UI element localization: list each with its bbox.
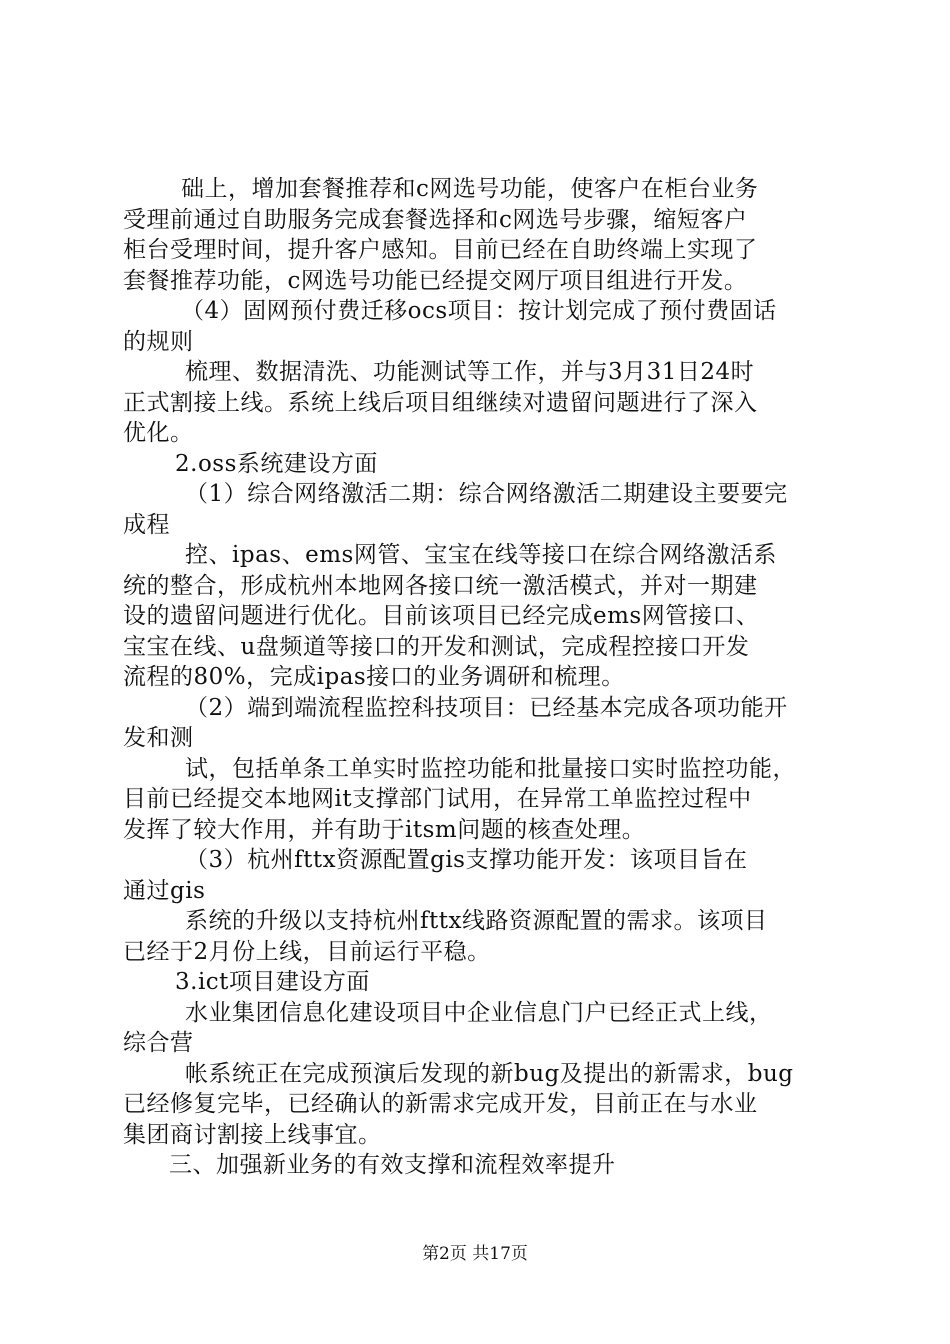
document-body [123, 174, 843, 1181]
text-line: 础上，增加套餐推荐和c网选号功能，使客户在柜台业务 [181, 176, 759, 202]
section-heading: 三、加强新业务的有效支撑和流程效率提升 [169, 1152, 616, 1178]
text-line: 柜台受理时间，提升客户感知。目前已经在自助终端上实现了 [123, 237, 758, 263]
text-line: 集团商讨割接上线事宜。 [123, 1121, 382, 1148]
text-line: 发和测 [123, 725, 194, 751]
text-line: （3）杭州fttx资源配置gis支撑功能开发：该项目旨在 [185, 847, 748, 873]
text-line: 发挥了较大作用，并有助于itsm问题的核查处理。 [123, 816, 646, 843]
text-line: 的规则 [123, 328, 194, 355]
text-line: 目前已经提交本地网it支撑部门试用，在异常工单监控过程中 [123, 786, 752, 812]
text-line: 成程 [123, 511, 170, 538]
text-line: 套餐推荐功能，c网选号功能已经提交网厅项目组进行开发。 [123, 267, 748, 294]
text-line: 受理前通过自助服务完成套餐选择和c网选号步骤，缩短客户 [123, 206, 748, 233]
text-line: 正式割接上线。系统上线后项目组继续对遗留问题进行了深入 [123, 389, 758, 416]
text-line: 设的遗留问题进行优化。目前该项目已经完成ems网管接口、 [123, 603, 760, 629]
text-line: 宝宝在线、u盘频道等接口的开发和测试，完成程控接口开发 [123, 633, 750, 660]
page-footer: 第2页 共17页 [422, 1244, 528, 1264]
text-line: 综合营 [123, 1030, 194, 1056]
text-line: （2）端到端流程监控科技项目：已经基本完成各项功能开 [185, 694, 788, 721]
text-line: 通过gis [123, 877, 206, 904]
text-line: 流程的80%，完成ipas接口的业务调研和梳理。 [123, 664, 625, 690]
section-heading: 3.ict项目建设方面 [175, 969, 370, 995]
text-line: 已经修复完毕，已经确认的新需求完成开发，目前正在与水业 [123, 1091, 758, 1117]
text-line: 统的整合，形成杭州本地网各接口统一激活模式，并对一期建 [123, 572, 758, 599]
section-heading: 2.oss系统建设方面 [175, 450, 378, 477]
text-line: 水业集团信息化建设项目中企业信息门户已经正式上线， [185, 999, 773, 1026]
text-line: （4）固网预付费迁移ocs项目：按计划完成了预付费固话 [181, 298, 777, 324]
text-line: 梳理、数据清洗、功能测试等工作，并与3月31日24时 [185, 359, 755, 385]
text-line: 优化。 [123, 420, 194, 446]
text-line: 控、ipas、ems网管、宝宝在线等接口在综合网络激活系 [185, 542, 777, 568]
text-line: 已经于2月份上线，目前运行平稳。 [123, 938, 491, 965]
text-line: 试，包括单条工单实时监控功能和批量接口实时监控功能， [185, 755, 796, 782]
text-line: 帐系统正在完成预演后发现的新bug及提出的新需求，bug [185, 1060, 794, 1087]
text-line: （1）综合网络激活二期：综合网络激活二期建设主要要完 [185, 481, 788, 507]
text-line: 系统的升级以支持杭州fttx线路资源配置的需求。该项目 [185, 908, 768, 934]
